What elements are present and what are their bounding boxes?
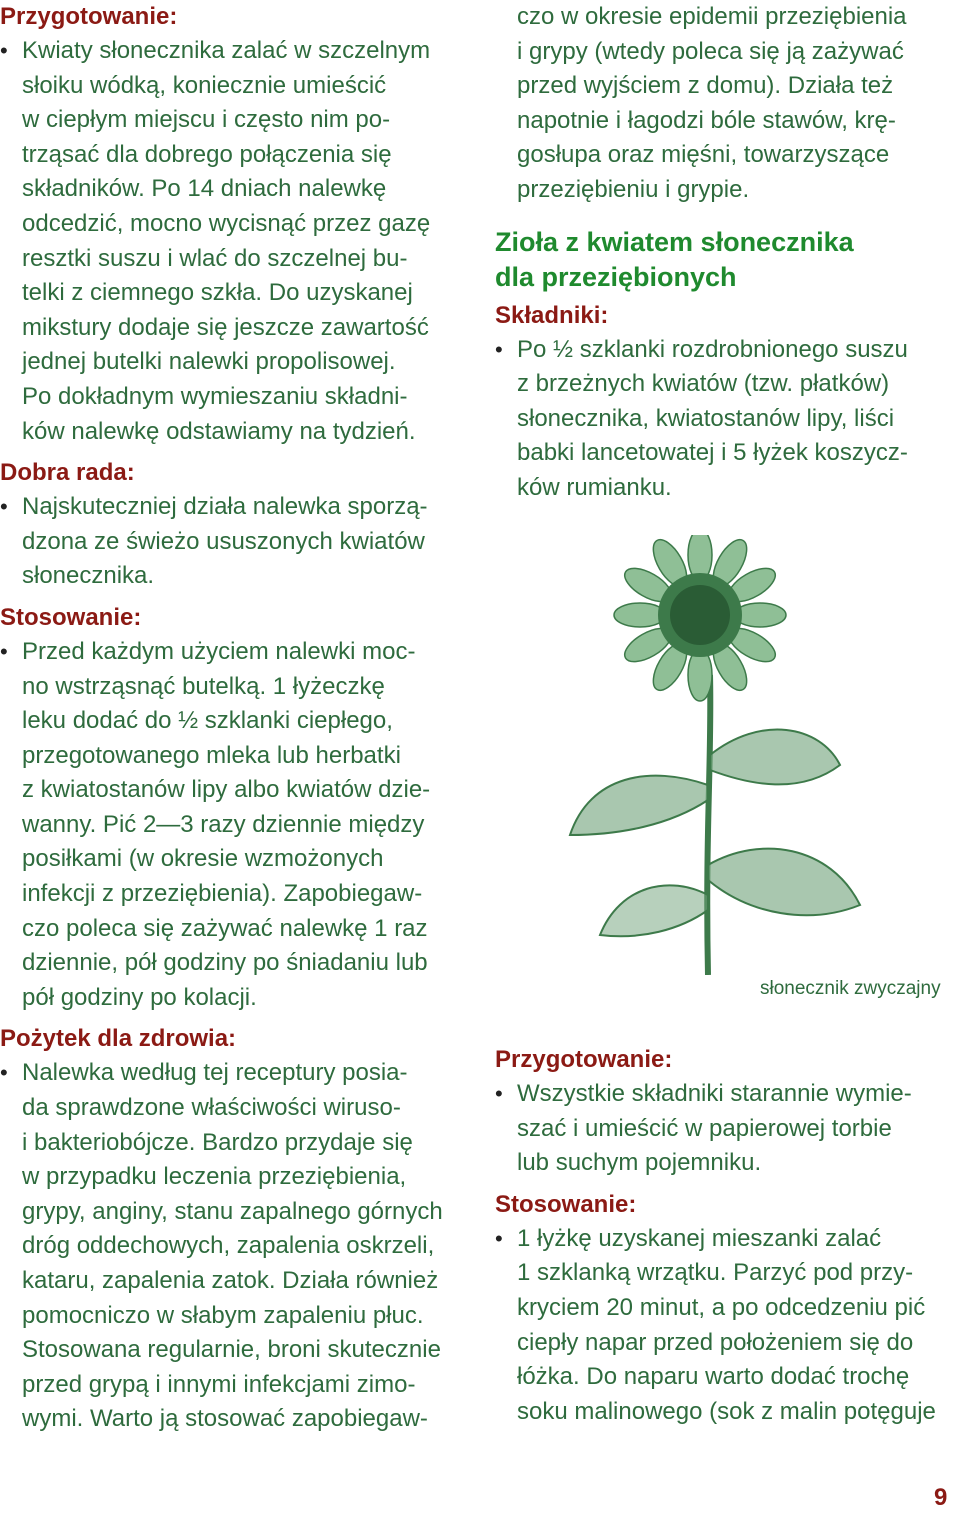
text-line: składników. Po 14 dniach nalewkę bbox=[22, 175, 387, 203]
text-line: jednej butelki nalewki propolisowej. bbox=[22, 348, 396, 376]
text-line: w przypadku leczenia przeziębienia, bbox=[22, 1163, 407, 1191]
flower-head bbox=[614, 535, 786, 701]
bullet-icon: • bbox=[495, 1081, 503, 1106]
left-column bbox=[0, 0, 470, 1444]
leaf-right-upper bbox=[710, 730, 840, 785]
text-line: łóżka. Do naparu warto dodać trochę bbox=[517, 1363, 910, 1391]
text-line: Po ½ szklanki rozdrobnionego suszu bbox=[517, 335, 908, 363]
text-line: szać i umieścić w papierowej torbie bbox=[517, 1114, 892, 1142]
text-line: resztki suszu i wlać do szczelnej bu- bbox=[22, 244, 408, 272]
text-line: infekcji z przeziębienia). Zapobiegaw- bbox=[22, 880, 423, 908]
text-line: dzona ze świeżo ususzonych kwiatów bbox=[22, 527, 425, 555]
text-line: 1 łyżkę uzyskanej mieszanki zalać bbox=[517, 1224, 882, 1252]
paragraph-stosowanie bbox=[0, 635, 470, 1016]
text-line: ków rumianku. bbox=[517, 473, 672, 501]
text-line: Kwiaty słonecznika zalać w szczelnym bbox=[22, 37, 431, 64]
text-line: słonecznika. bbox=[22, 562, 155, 590]
text-line: przegotowanego mleka lub herbatki bbox=[22, 741, 401, 769]
paragraph-przygotowanie-right bbox=[495, 1077, 960, 1181]
text-line: z brzeżnych kwiatów (tzw. płatków) bbox=[517, 370, 890, 398]
page-number: 9 bbox=[934, 1484, 948, 1511]
bullet-icon: • bbox=[0, 494, 8, 520]
text-line: gosłupa oraz mięśni, towarzyszące bbox=[517, 141, 890, 169]
heading-pozytek: Pożytek dla zdrowia: bbox=[0, 1025, 237, 1053]
text-line: telki z ciemnego szkła. Do uzyskanej bbox=[22, 279, 413, 307]
leaf-right-lower bbox=[708, 849, 860, 916]
text-line: babki lancetowatej i 5 łyżek koszycz- bbox=[517, 439, 908, 467]
paragraph-skladniki bbox=[495, 333, 960, 506]
text-line: wanny. Pić 2—3 razy dziennie między bbox=[22, 810, 425, 838]
text-line: czo w okresie epidemii przeziębienia bbox=[517, 3, 907, 30]
text-line: Przed każdym użyciem nalewki moc- bbox=[22, 637, 416, 665]
text-line: kryciem 20 minut, a po odcedzeniu pić bbox=[517, 1293, 926, 1321]
bullet-icon: • bbox=[0, 1060, 8, 1086]
spacer bbox=[495, 215, 960, 225]
heading-przygotowanie-right: Przygotowanie: bbox=[495, 1046, 673, 1073]
text-line: mikstury dodaje się jeszcze zawartość bbox=[22, 313, 429, 341]
text-line: trząsać dla dobrego połączenia się bbox=[22, 140, 392, 168]
right-column-lower bbox=[495, 1043, 960, 1436]
leaf-left-lower bbox=[600, 885, 708, 936]
text-line: przed wyjściem z domu). Działa też bbox=[517, 72, 894, 100]
recipe-title-line-1: Zioła z kwiatem słonecznika bbox=[495, 226, 854, 257]
figure-caption: słonecznik zwyczajny bbox=[760, 978, 941, 999]
text-line: leku dodać do ½ szklanki ciepłego, bbox=[22, 707, 393, 735]
text-line: w ciepłym miejscu i często nim po- bbox=[22, 106, 391, 134]
text-line: przed grypą i innymi infekcjami zimo- bbox=[22, 1370, 416, 1398]
text-line: Po dokładnym wymieszaniu składni- bbox=[22, 382, 408, 410]
text-line: lub suchym pojemniku. bbox=[517, 1149, 762, 1177]
text-line: napotnie i łagodzi bóle stawów, krę- bbox=[517, 106, 896, 134]
bullet-icon: • bbox=[0, 38, 8, 63]
right-column bbox=[495, 0, 960, 513]
text-line: posiłkami (w okresie wzmożonych bbox=[22, 845, 384, 873]
heading-przygotowanie: Przygotowanie: bbox=[0, 3, 178, 30]
text-line: przeziębieniu i grypie. bbox=[517, 175, 750, 203]
text-line: pomocniczo w słabym zapaleniu płuc. bbox=[22, 1301, 424, 1329]
bullet-icon: • bbox=[495, 336, 503, 362]
paragraph-continuation bbox=[495, 0, 960, 208]
text-line: z kwiatostanów lipy albo kwiatów dzie- bbox=[22, 776, 431, 804]
text-line: soku malinowego (sok z malin potęguje bbox=[517, 1397, 936, 1425]
heading-skladniki: Składniki: bbox=[495, 301, 609, 329]
text-line: kataru, zapalenia zatok. Działa również bbox=[22, 1267, 439, 1294]
text-line: ciepły napar przed położeniem się do bbox=[517, 1328, 914, 1356]
paragraph-dobra-rada bbox=[0, 490, 470, 594]
text-line: dróg oddechowych, zapalenia oskrzeli, bbox=[22, 1232, 435, 1260]
paragraph-pozytek bbox=[0, 1056, 470, 1437]
text-line: ków nalewkę odstawiamy na tydzień. bbox=[22, 417, 416, 445]
text-line: wymi. Warto ją stosować zapobiegaw- bbox=[22, 1405, 428, 1433]
bullet-icon: • bbox=[495, 1225, 503, 1251]
paragraph-stosowanie-right bbox=[495, 1222, 960, 1430]
text-line: Stosowana regularnie, broni skutecznie bbox=[22, 1336, 441, 1364]
text-line: grypy, anginy, stanu zapalnego górnych bbox=[22, 1197, 443, 1225]
stem bbox=[707, 675, 710, 975]
text-line: odcedzić, mocno wycisnąć przez gazę bbox=[22, 209, 431, 237]
text-line: Nalewka według tej receptury posia- bbox=[22, 1059, 408, 1087]
heading-stosowanie: Stosowanie: bbox=[0, 603, 142, 631]
text-line: i grypy (wtedy poleca się ją zażywać bbox=[517, 37, 904, 65]
leaf-left-upper bbox=[570, 776, 708, 835]
heading-dobra-rada: Dobra rada: bbox=[0, 459, 135, 487]
text-line: pół godziny po kolacji. bbox=[22, 983, 257, 1011]
recipe-title-line-2: dla przeziębionych bbox=[495, 261, 737, 292]
text-line: Wszystkie składniki starannie wymie- bbox=[517, 1080, 912, 1107]
paragraph-przygotowanie bbox=[0, 34, 470, 449]
text-line: słonecznika, kwiatostanów lipy, liści bbox=[517, 404, 895, 432]
text-line: 1 szklanką wrzątku. Parzyć pod przy- bbox=[517, 1259, 914, 1287]
sunflower-illustration bbox=[560, 535, 880, 975]
text-line: i bakteriobójcze. Bardzo przydaje się bbox=[22, 1128, 413, 1156]
bullet-icon: • bbox=[0, 638, 8, 664]
text-line: da sprawdzone właściwości wiruso- bbox=[22, 1094, 401, 1122]
text-line: słoiku wódką, koniecznie umieścić bbox=[22, 71, 387, 99]
text-line: Najskuteczniej działa nalewka sporzą- bbox=[22, 493, 428, 521]
heading-stosowanie-right: Stosowanie: bbox=[495, 1190, 637, 1218]
text-line: no wstrząsnąć butelką. 1 łyżeczkę bbox=[22, 672, 385, 700]
text-line: dziennie, pół godziny po śniadaniu lub bbox=[22, 949, 428, 977]
text-line: czo poleca się zażywać nalewkę 1 raz bbox=[22, 914, 428, 942]
